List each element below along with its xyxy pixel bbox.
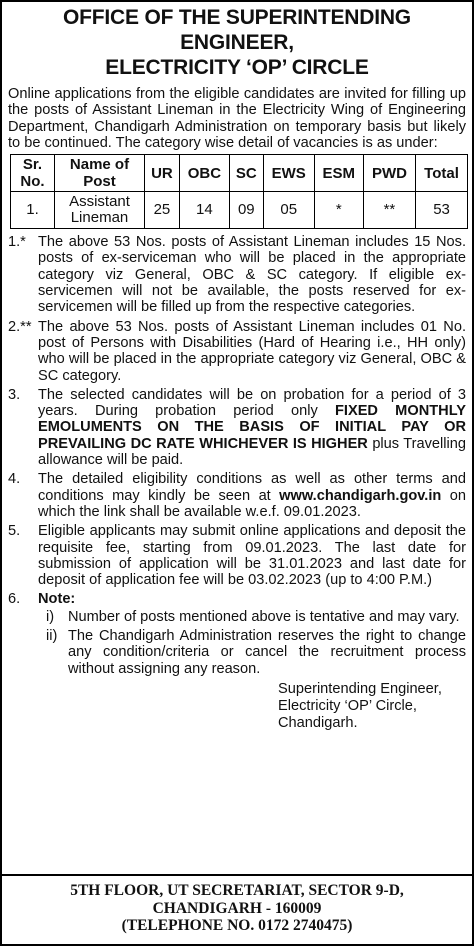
col-sr-no: Sr. No. [11,155,55,192]
note-6-heading: Note: [38,591,76,608]
signature-line1: Superintending Engineer, [278,680,442,697]
signature-line2: Electricity ‘OP’ Circle, [278,697,417,714]
cell-total: 53 [416,192,468,229]
signature-line3: Chandigarh. [278,714,358,731]
note-3-number: 3. [8,386,21,403]
col-esm: ESM [314,155,363,192]
note-1 [6,234,468,315]
col-total: Total [416,155,468,192]
note-6-number: 6. [8,591,21,608]
cell-ews: 05 [263,192,314,229]
note-2 [6,319,468,384]
note-6-item-ii-number: ii) [46,628,58,645]
col-ur: UR [145,155,180,192]
note-6-item-i [38,609,468,625]
note-3-text-b: plus Travelling allowance will be paid. [38,435,466,469]
col-obc: OBC [179,155,229,192]
col-name-of-post: Name of Post [55,155,145,192]
col-sc: SC [229,155,263,192]
cell-pwd: ** [363,192,415,229]
note-3-text [38,387,468,468]
note-3-emphasis: FIXED MONTHLY EMOLUMENTS ON THE BASIS OF INITIAL PAY OR PREVAILING DC RATE WHICHEVER IS HIGHER [38,403,466,452]
intro-paragraph: Online applications from the eligible candidates are invited for filling up the posts of Assistant Lineman in the Electricity Wing of Engineering Department, Chandigarh Administration on temporary basis but likely to be continued. The category wise detail of vacancies is as under: [8,86,466,151]
note-6-item-i-number: i) [46,608,55,625]
cell-post-name: Assistant Lineman [55,192,145,229]
cell-sr-no: 1. [11,192,55,229]
note-6-item-i-text: Number of posts mentioned above is tentative and may vary. [68,608,460,625]
footer-line2: CHANDIGARH - 160009 [152,899,322,917]
notes-list [6,234,468,677]
note-1-text: The above 53 Nos. posts of Assistant Lineman includes 15 Nos. posts of ex-serviceman who will be placed in the appropriate category viz General, OBC & SC category. If eligible ex-servicemen will not be available, the posts reserved for ex-servicemen will be filled up from the respective categories. [38,234,466,316]
cell-obc: 14 [179,192,229,229]
col-ews: EWS [263,155,314,192]
note-5 [6,523,468,588]
note-3-text-a: The selected candidates will be on probation for a period of 3 years. During probation period only [38,386,466,420]
note-6 [6,591,468,607]
office-title-line1: OFFICE OF THE SUPERINTENDING ENGINEER, [63,6,411,54]
note-2-text: The above 53 Nos. posts of Assistant Lineman includes 01 No. post of Persons with Disabilities (Hard of Hearing i.e., HH only) who will be placed in the appropriate category viz General, OBC & SC category. [38,318,466,384]
note-6-item-ii [38,628,468,677]
footer-line3: (TELEPHONE NO. 0172 2740475) [121,917,353,934]
footer-line1: 5TH FLOOR, UT SECRETARIAT, SECTOR 9-D, [70,882,404,899]
note-6-item-ii-text: The Chandigarh Administration reserves the right to change any condition/criteria or cancel the recruitment process without assigning any reason. [68,628,466,677]
signature-block [278,681,468,732]
note-4-text-a: The detailed eligibility conditions as well as other terms and conditions may kindly be seen at [38,471,466,504]
cell-ur: 25 [145,192,180,229]
note-4-text [38,471,468,520]
col-pwd: PWD [363,155,415,192]
address-footer [2,874,472,944]
office-title [6,2,468,80]
office-title-line2: ELECTRICITY ‘OP’ CIRCLE [105,56,369,79]
table-row [11,192,468,229]
note-4-text-b: on which the link shall be available w.e.f. 09.01.2023. [38,487,466,520]
note-4 [6,471,468,520]
note-4-number: 4. [8,471,21,488]
website-link[interactable]: www.chandigarh.gov.in [279,487,442,504]
cell-sc: 09 [229,192,263,229]
note-3 [6,387,468,468]
note-5-text: Eligible applicants may submit online applications and deposit the requisite fee, starting from 09.01.2023. The last date for submission of application will be 31.01.2023 and last date for deposit of application fee will be 03.02.2023 (up to 4:00 P.M.) [38,523,466,589]
note-5-number: 5. [8,523,21,540]
note-1-number: 1.* [8,234,26,251]
vacancy-table-header-row [11,155,468,192]
note-2-number: 2.** [8,318,32,335]
cell-esm: * [314,192,363,229]
vacancy-table [10,154,468,229]
